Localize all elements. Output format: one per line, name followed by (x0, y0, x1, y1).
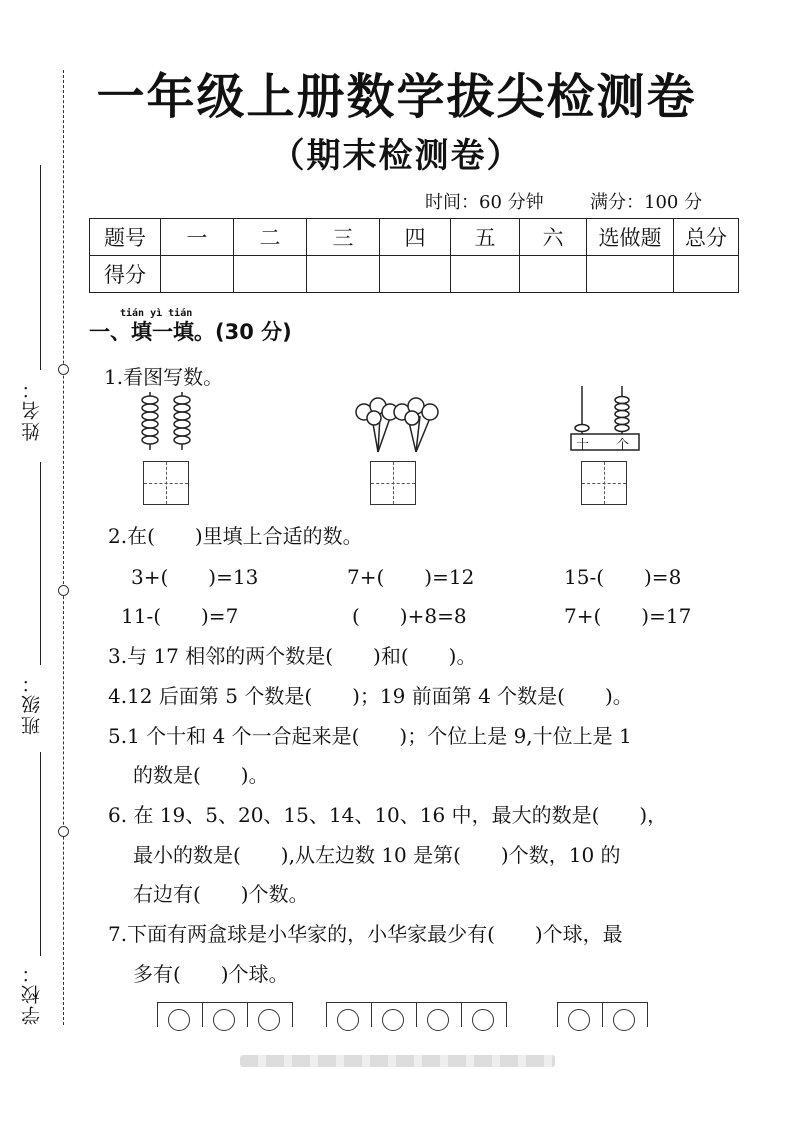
class-label: 班级： (21, 672, 43, 735)
binding-hole-icon (58, 364, 69, 375)
section-title: 一、填一填。(30 分) (89, 320, 292, 344)
question-6-line-1: 6. 在 19、5、20、15、14、10、16 中，最大的数是( )， (108, 803, 668, 827)
ball-box (557, 1002, 648, 1027)
answer-box-balloons[interactable] (370, 461, 416, 505)
score-cell: 六 (520, 219, 587, 256)
question-6-line-2: 最小的数是( ),从左边数 10 是第( )个数，10 的 (133, 843, 621, 867)
ball-icon (613, 1009, 635, 1031)
school-label: 学校： (21, 962, 43, 1025)
score-cell: 总分 (674, 219, 739, 256)
question-5-line-1: 5.1 个十和 4 个一合起来是( )；个位上是 9,十位上是 1 (108, 724, 632, 748)
name-label: 姓名： (21, 378, 43, 441)
balloons-icon (350, 396, 442, 456)
ball-icon (472, 1009, 494, 1031)
question-6-line-3: 右边有( )个数。 (133, 882, 309, 906)
page-subtitle: （期末检测卷） (270, 136, 523, 176)
page-title: 一年级上册数学拔尖检测卷 (96, 69, 697, 125)
full-score-label: 满分：100 分 (590, 192, 703, 213)
score-input-cell[interactable] (161, 256, 234, 293)
score-input-cell[interactable] (587, 256, 674, 293)
score-table (89, 218, 739, 293)
score-cell: 二 (234, 219, 307, 256)
score-input-cell[interactable] (380, 256, 451, 293)
binding-hole-icon (58, 826, 69, 837)
score-input-cell[interactable] (307, 256, 380, 293)
equation-item[interactable]: 11-( )=7 (121, 604, 239, 628)
score-table-header-row (90, 219, 739, 256)
score-cell: 四 (380, 219, 451, 256)
ball-icon (258, 1009, 280, 1031)
score-input-cell[interactable] (451, 256, 520, 293)
equation-item[interactable]: 3+( )=13 (131, 565, 259, 589)
ball-icon (337, 1009, 359, 1031)
score-table-score-row (90, 256, 739, 293)
counting-sticks-icon (130, 390, 200, 452)
time-label: 时间：60 分钟 (425, 192, 544, 213)
ball-icon (568, 1009, 590, 1031)
ball-box (157, 1002, 293, 1027)
question-5-line-2: 的数是( )。 (133, 763, 269, 787)
ball-icon (213, 1009, 235, 1031)
school-write-line[interactable] (40, 752, 41, 956)
ball-icon (168, 1009, 190, 1031)
equation-item[interactable]: 15-( )=8 (564, 565, 682, 589)
score-input-cell[interactable] (674, 256, 739, 293)
name-write-line[interactable] (40, 165, 41, 370)
question-3: 3.与 17 相邻的两个数是( )和( )。 (108, 644, 477, 668)
abacus-tens-label: 十 (576, 438, 590, 453)
class-write-line[interactable] (40, 462, 41, 665)
score-cell: 五 (451, 219, 520, 256)
score-cell: 三 (307, 219, 380, 256)
binding-dashed-line (63, 70, 64, 1025)
question-1: 1.看图写数。 (104, 365, 224, 389)
equation-item[interactable]: ( )+8=8 (352, 604, 467, 628)
score-input-cell[interactable] (234, 256, 307, 293)
score-cell: 选做题 (587, 219, 674, 256)
binding-hole-icon (58, 585, 69, 596)
question-7-line-2: 多有( )个球。 (133, 962, 289, 986)
ball-icon (427, 1009, 449, 1031)
answer-box-sticks[interactable] (143, 461, 189, 505)
answer-box-abacus[interactable] (581, 461, 627, 505)
ball-box (326, 1002, 507, 1027)
section-pinyin: tián yì tián (120, 308, 193, 319)
score-cell: 一 (161, 219, 234, 256)
question-4: 4.12 后面第 5 个数是( )；19 前面第 4 个数是( )。 (108, 684, 633, 708)
score-row-label: 得分 (90, 256, 161, 293)
blurred-footer-watermark (240, 1055, 555, 1067)
abacus-ones-label: 个 (616, 438, 630, 453)
ball-icon (382, 1009, 404, 1031)
score-cell: 题号 (90, 219, 161, 256)
equation-item[interactable]: 7+( )=17 (564, 604, 692, 628)
question-7-line-1: 7.下面有两盒球是小华家的，小华家最少有( )个球，最 (108, 922, 623, 946)
equation-item[interactable]: 7+( )=12 (347, 565, 475, 589)
score-input-cell[interactable] (520, 256, 587, 293)
question-2: 2.在( )里填上合适的数。 (108, 524, 363, 548)
